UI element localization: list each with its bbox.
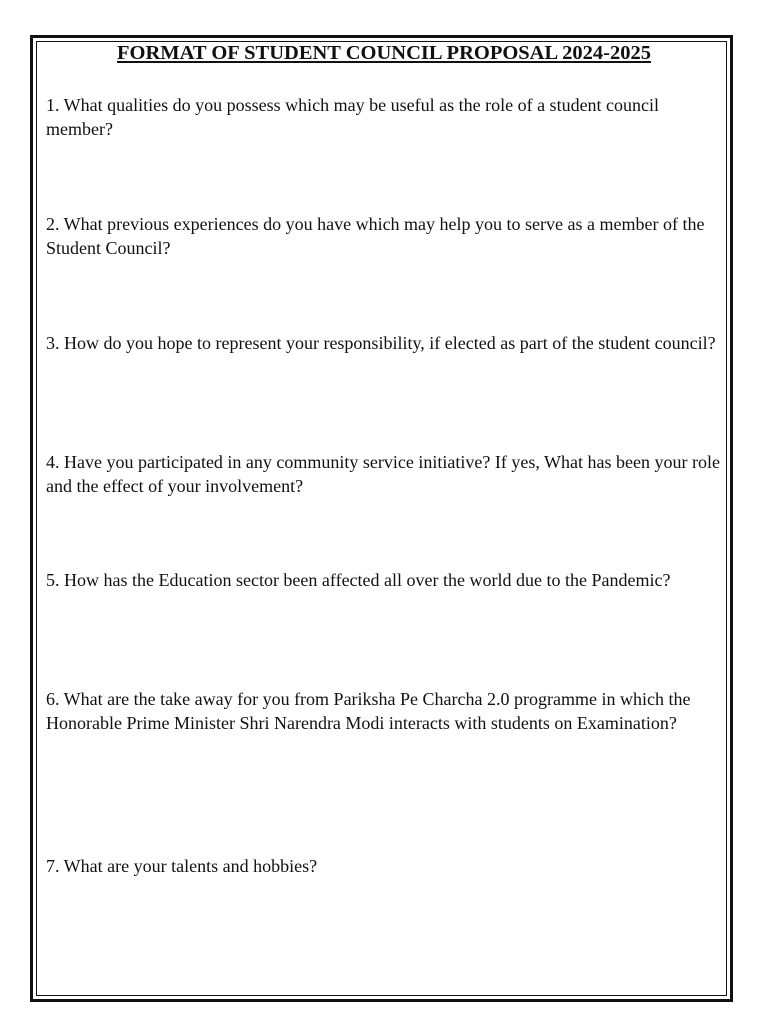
- question-5: 5. How has the Education sector been affected all over the world due to the Pandemic?: [46, 570, 671, 590]
- document-title: FORMAT OF STUDENT COUNCIL PROPOSAL 2024-2025: [116, 42, 651, 64]
- question-3: 3. How do you hope to represent your responsibility, if elected as part of the student council?: [46, 333, 716, 353]
- page-border-inner: [36, 41, 727, 996]
- question-6: 6. What are the take away for you from Pariksha Pe Charcha 2.0 programme in which the Honorable Prime Minister Shri Narendra Modi interacts with students on Examination?: [46, 689, 691, 733]
- question-2: 2. What previous experiences do you have which may help you to serve as a member of the Student Council?: [46, 214, 705, 258]
- question-7: 7. What are your talents and hobbies?: [46, 856, 318, 876]
- question-4: 4. Have you participated in any community service initiative? If yes, What has been your role and the effect of your involvement?: [46, 452, 720, 496]
- question-1: 1. What qualities do you possess which may be useful as the role of a student council member?: [46, 95, 660, 139]
